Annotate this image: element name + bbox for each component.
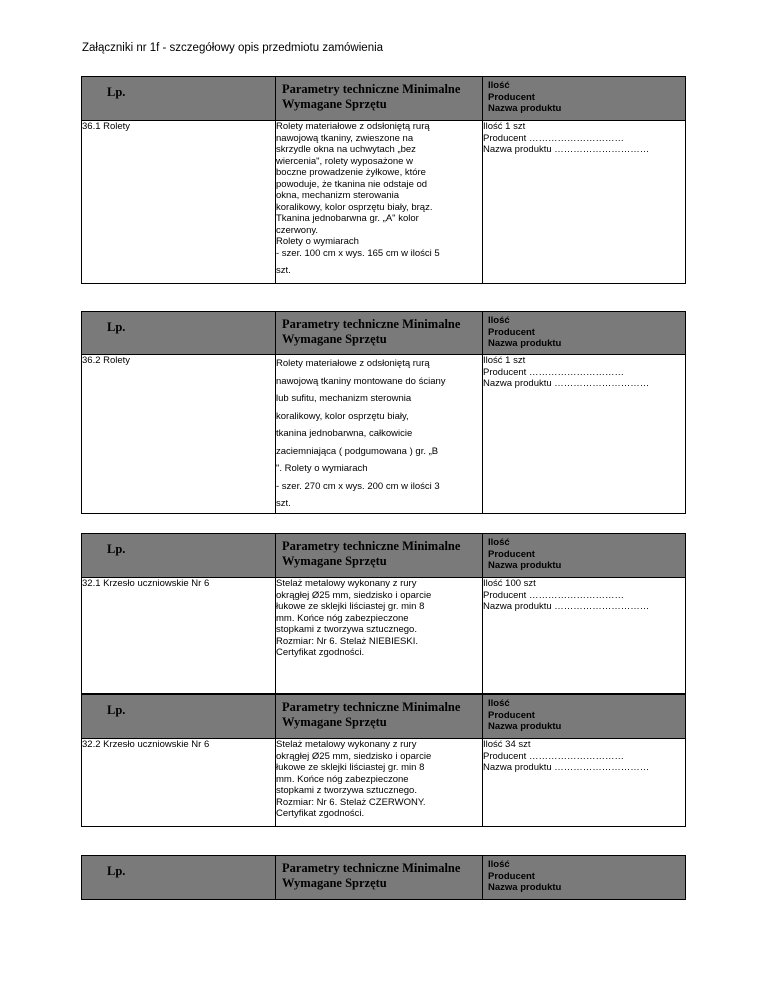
desc-line: ". Rolety o wymiarach [276, 463, 368, 474]
producer-header-label: Producent [488, 870, 535, 882]
qty-header-label: Ilość [488, 698, 510, 709]
product-header-label: Nazwa produktu [488, 882, 562, 893]
qty-value: Ilość 100 szt [483, 578, 536, 589]
item-lp: 36.2 Rolety [82, 355, 276, 514]
item-lp: 36.1 Rolety [82, 121, 276, 284]
lp-header: Lp. [107, 320, 126, 334]
lp-header: Lp. [107, 703, 126, 717]
item-lp: 32.1 Krzesło uczniowskie Nr 6 [82, 578, 276, 694]
desc-line: - szer. 270 cm x wys. 200 cm w ilości 3 [276, 480, 440, 492]
desc-line: Stelaż metalowy wykonany z rury [276, 739, 417, 750]
lp-header: Lp. [107, 864, 126, 878]
desc-line: okrągłej Ø25 mm, siedzisko i oparcie [276, 750, 432, 762]
spec-table-5 [81, 855, 686, 900]
producer-header-label: Producent [488, 709, 535, 721]
desc-line: tkanina jednobarwna, całkowicie [276, 428, 413, 439]
qty-header [483, 534, 685, 572]
params-header: Parametry techniczne Minimalne Wymagane Sprzętu [282, 861, 461, 890]
page-header-title: Załączniki nr 1f - szczegółowy opis przedmiotu zamówienia [82, 42, 384, 54]
desc-line: Rolety materiałowe z odsłoniętą rurą [276, 121, 430, 132]
qty-header-label: Ilość [488, 315, 510, 326]
desc-line: skrzydle okna na uchwytach „bez [276, 144, 416, 155]
desc-line: koralikowy, kolor osprzętu biały, brąz. [276, 201, 433, 213]
table-row [82, 121, 686, 284]
desc-line: nawojową tkaniny, zwieszone na [276, 132, 414, 144]
desc-line: nawojową tkaniny montowane do ściany [276, 375, 446, 387]
lp-header: Lp. [107, 542, 126, 556]
spec-table-1 [81, 76, 686, 284]
producer-header-label: Producent [488, 91, 535, 103]
desc-line: powoduje, że tkanina nie odstaje od [276, 178, 428, 190]
desc-line: łukowe ze sklejki liściastej gr. min 8 [276, 601, 425, 612]
params-header: Parametry techniczne Minimalne Wymagane Sprzętu [282, 539, 461, 568]
params-header: Parametry techniczne Minimalne Wymagane Sprzętu [282, 317, 461, 346]
lp-header: Lp. [107, 85, 126, 99]
table-header-row [82, 312, 686, 355]
table-row [82, 355, 686, 514]
producer-header-label: Producent [488, 548, 535, 560]
desc-line: Tkanina jednobarwna gr. „A" kolor [276, 213, 419, 224]
product-name-field: Nazwa produktu ………………………… [483, 144, 650, 155]
producer-field: Producent ………………………… [483, 750, 624, 762]
item-description [276, 739, 483, 827]
item-description [276, 355, 483, 514]
desc-line: mm. Końce nóg zabezpieczone [276, 773, 409, 785]
qty-value: Ilość 1 szt [483, 355, 526, 366]
qty-header-label: Ilość [488, 537, 510, 548]
desc-line: wiercenia", rolety wyposażone w [276, 155, 413, 167]
product-header-label: Nazwa produktu [488, 560, 562, 571]
qty-header-label: Ilość [488, 859, 510, 870]
desc-line: Certyfikat zgodności. [276, 647, 365, 658]
qty-value: Ilość 34 szt [483, 739, 531, 750]
desc-line: Rolety materiałowe z odsłoniętą rurą [276, 358, 430, 369]
desc-line: koralikowy, kolor osprzętu biały, [276, 410, 409, 422]
desc-line: stopkami z tworzywa sztucznego. [276, 624, 417, 635]
desc-line: Rolety o wymiarach [276, 236, 359, 247]
item-quantity [483, 121, 686, 284]
table-header-row [82, 534, 686, 578]
desc-line: okrągłej Ø25 mm, siedzisko i oparcie [276, 589, 432, 601]
spec-table-4 [81, 694, 686, 827]
params-header: Parametry techniczne Minimalne Wymagane Sprzętu [282, 700, 461, 729]
producer-field: Producent ………………………… [483, 366, 624, 378]
item-description [276, 578, 483, 694]
desc-line: Stelaż metalowy wykonany z rury [276, 578, 417, 589]
desc-line: szt. [276, 498, 291, 509]
qty-header-label: Ilość [488, 80, 510, 91]
product-name-field: Nazwa produktu ………………………… [483, 378, 650, 389]
desc-line: łukowe ze sklejki liściastej gr. min 8 [276, 762, 425, 773]
product-header-label: Nazwa produktu [488, 338, 562, 349]
desc-line: okna, mechanizm sterowania [276, 190, 400, 201]
desc-line: Rozmiar: Nr 6. Stelaż CZERWONY. [276, 796, 426, 808]
product-header-label: Nazwa produktu [488, 721, 562, 732]
desc-line: czerwony. [276, 224, 319, 236]
params-header: Parametry techniczne Minimalne Wymagane Sprzętu [282, 82, 461, 111]
qty-header [483, 312, 685, 350]
item-description [276, 121, 483, 284]
table-row [82, 739, 686, 827]
qty-header [483, 77, 685, 115]
desc-line: Certyfikat zgodności. [276, 808, 365, 819]
desc-line: szt. [276, 265, 291, 276]
producer-field: Producent ………………………… [483, 132, 624, 144]
table-row [82, 578, 686, 694]
table-header-row [82, 77, 686, 121]
product-name-field: Nazwa produktu ………………………… [483, 601, 650, 612]
item-quantity [483, 355, 686, 514]
qty-header [483, 695, 685, 733]
spec-table-2 [81, 311, 686, 514]
item-quantity [483, 578, 686, 694]
table-header-row [82, 695, 686, 739]
table-header-row [82, 856, 686, 900]
desc-line: Rozmiar: Nr 6. Stelaż NIEBIESKI. [276, 635, 419, 647]
product-name-field: Nazwa produktu ………………………… [483, 762, 650, 773]
item-quantity [483, 739, 686, 827]
desc-line: lub sufitu, mechanizm sterownia [276, 393, 412, 404]
desc-line: - szer. 100 cm x wys. 165 cm w ilości 5 [276, 247, 440, 259]
desc-line: mm. Końce nóg zabezpieczone [276, 612, 409, 624]
desc-line: zaciemniająca ( podgumowana ) gr. „B [276, 445, 439, 457]
qty-header [483, 856, 685, 894]
desc-line: boczne prowadzenie żyłkowe, które [276, 167, 426, 178]
item-lp: 32.2 Krzesło uczniowskie Nr 6 [82, 739, 276, 827]
product-header-label: Nazwa produktu [488, 103, 562, 114]
producer-header-label: Producent [488, 326, 535, 338]
producer-field: Producent ………………………… [483, 589, 624, 601]
desc-line: stopkami z tworzywa sztucznego. [276, 785, 417, 796]
qty-value: Ilość 1 szt [483, 121, 526, 132]
spec-table-3 [81, 533, 686, 694]
